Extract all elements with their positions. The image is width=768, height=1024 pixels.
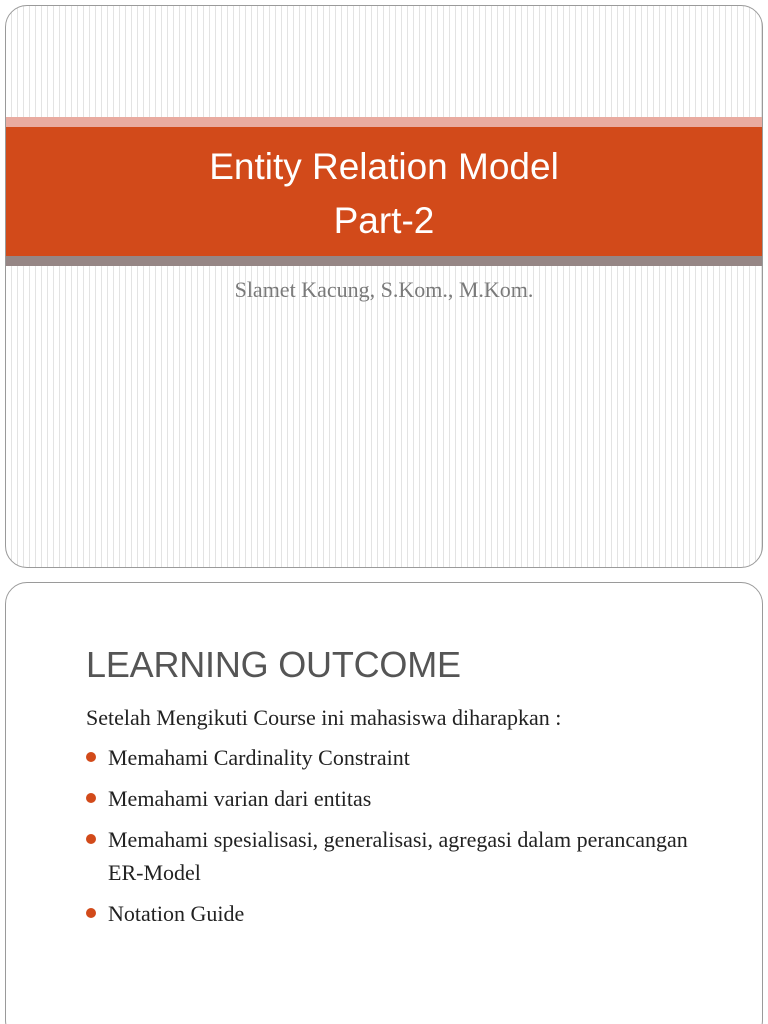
list-item <box>86 897 726 930</box>
list-item <box>86 823 726 889</box>
author-subtitle: Slamet Kacung, S.Kom., M.Kom. <box>234 277 534 302</box>
learning-outcome-slide <box>5 582 763 1024</box>
bullet-dot-icon <box>86 793 96 803</box>
list-item <box>86 741 726 774</box>
bullet-dot-icon <box>86 752 96 762</box>
slide-heading: LEARNING OUTCOME <box>86 644 461 685</box>
slide-title-line-1: Entity Relation Model <box>209 146 559 187</box>
slide-title-line-2: Part-2 <box>333 200 435 241</box>
list-item <box>86 782 726 815</box>
list-item-text: Memahami Cardinality Constraint <box>108 745 410 770</box>
list-item-text: Memahami spesialisasi, generalisasi, agregasi dalam perancangan ER-Model <box>108 827 688 885</box>
bullet-list <box>86 741 726 938</box>
title-band <box>6 127 762 256</box>
title-slide <box>5 5 763 568</box>
title-band-top-stripe <box>6 117 762 127</box>
bullet-dot-icon <box>86 834 96 844</box>
intro-text: Setelah Mengikuti Course ini mahasiswa diharapkan : <box>86 705 562 730</box>
title-band-bottom-stripe <box>6 256 762 266</box>
list-item-text: Memahami varian dari entitas <box>108 786 372 811</box>
bullet-dot-icon <box>86 908 96 918</box>
list-item-text: Notation Guide <box>108 901 245 926</box>
